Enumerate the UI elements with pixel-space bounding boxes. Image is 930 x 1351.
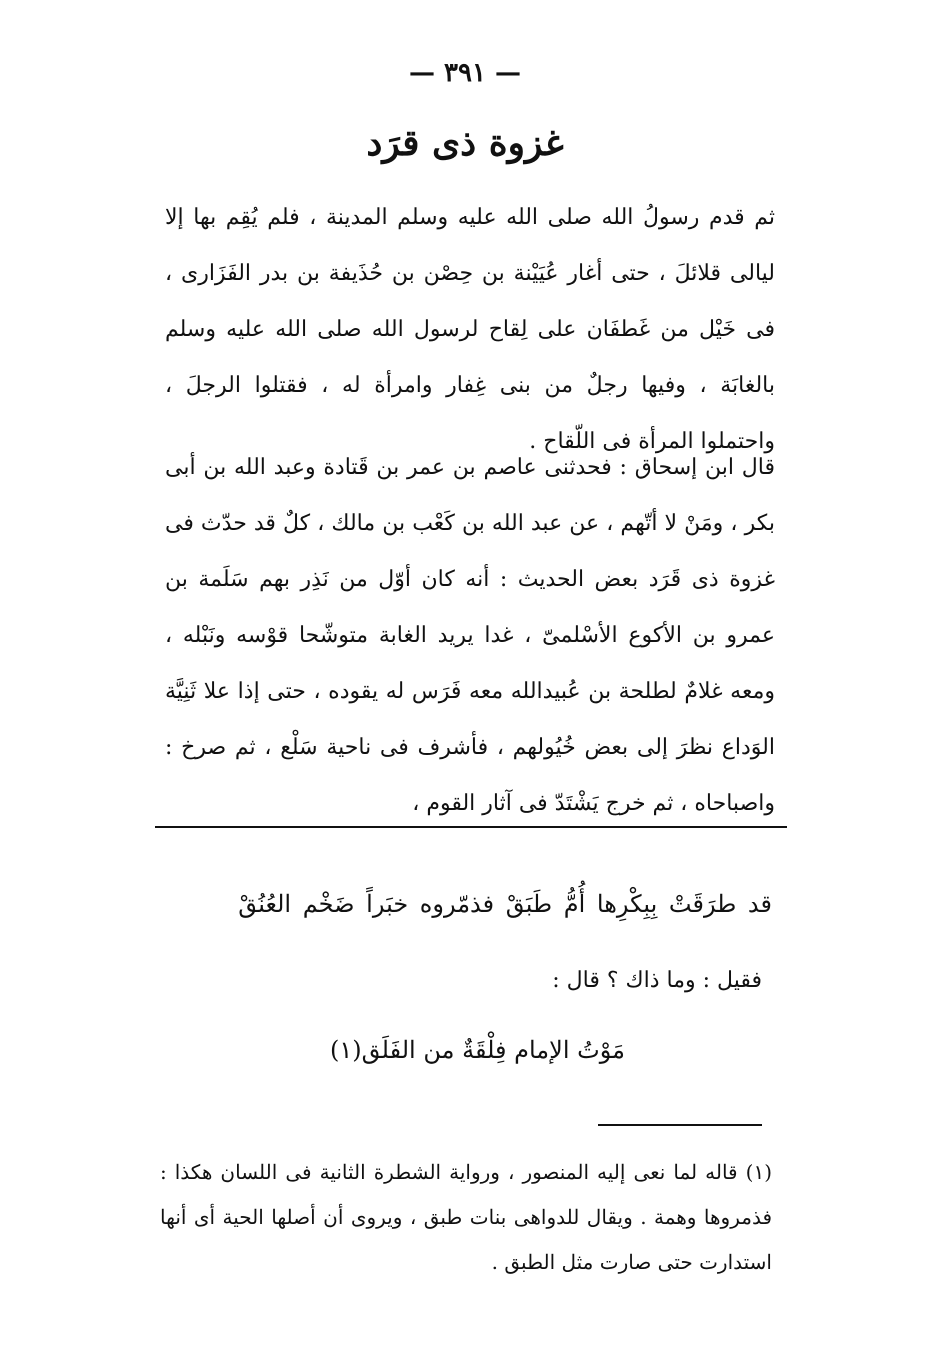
poem-verse-1: قد طرَقَتْ بِبِكْرِها أُمُّ طَبَقْ فذمّروه خبَراً ضَخْم العُنُقْ [238, 890, 772, 918]
footnote-short-rule [598, 1124, 762, 1126]
body-paragraph-1: ثم قدم رسولُ الله صلى الله عليه وسلم المدينة ، فلم يُقِم بها إلا ليالى قلائلَ ، حتى أغار عُيَيْنة بن حِصْن بن حُذَيفة بن بدر الفَزَارى ، فى خَيْل من غَطفَان على لِقاح لرسول الله صلى الله عليه وسلم بالغابَة ، وفيها رجلٌ من بنى غِفار وامرأة له ، فقتلوا الرجلَ ، واحتملوا المرأة فى اللّقاح . [165, 205, 775, 454]
page-number: — ٣٩١ — [408, 58, 522, 88]
poem-interjection: فقيل : وما ذاك ؟ قال : [552, 968, 762, 993]
footnote-separator-rule [155, 826, 787, 828]
chapter-title: غزوة ذى قرَد [366, 122, 564, 164]
poem-verse-2: مَوْتُ الإمام فِلْقَةٌ من الفَلَق(١) [329, 1036, 625, 1064]
body-paragraph-2: قال ابن إسحاق : فحدثنى عاصم بن عمر بن قَتادة وعبد الله بن أبى بكر ، ومَنْ لا أتّهم ، عن عبد الله بن كَعْب بن مالك ، كلٌ قد حدّث فى غزوة ذى قَرَد بعض الحديث : أنه كان أوّل من نَذِر بهم سَلَمة بن عمرو بن الأكوع الأسْلمىّ ، غدا يريد الغابة متوشّحا قوْسه ونَبْله ، ومعه غلامٌ لطلحة بن عُبيدالله معه فَرَس له يقوده ، حتى إذا علا ثَنِيَّة الوَداع نظرَ إلى بعض خُيُولهم ، فأشرف فى ناحية سَلْع ، ثم صرخ : واصباحاه ، ثم خرج يَشْتَدّ فى آثار القوم ، [165, 455, 775, 816]
footnote-text: (١) قاله لما نعى إليه المنصور ، ورواية الشطرة الثانية فى اللسان هكذا : فذمروها وهمة . ويقال للدواهى بنات طبق ، ويروى أن أصلها الحية أى أنها استدارت حتى صارت مثل الطبق . [160, 1160, 772, 1274]
